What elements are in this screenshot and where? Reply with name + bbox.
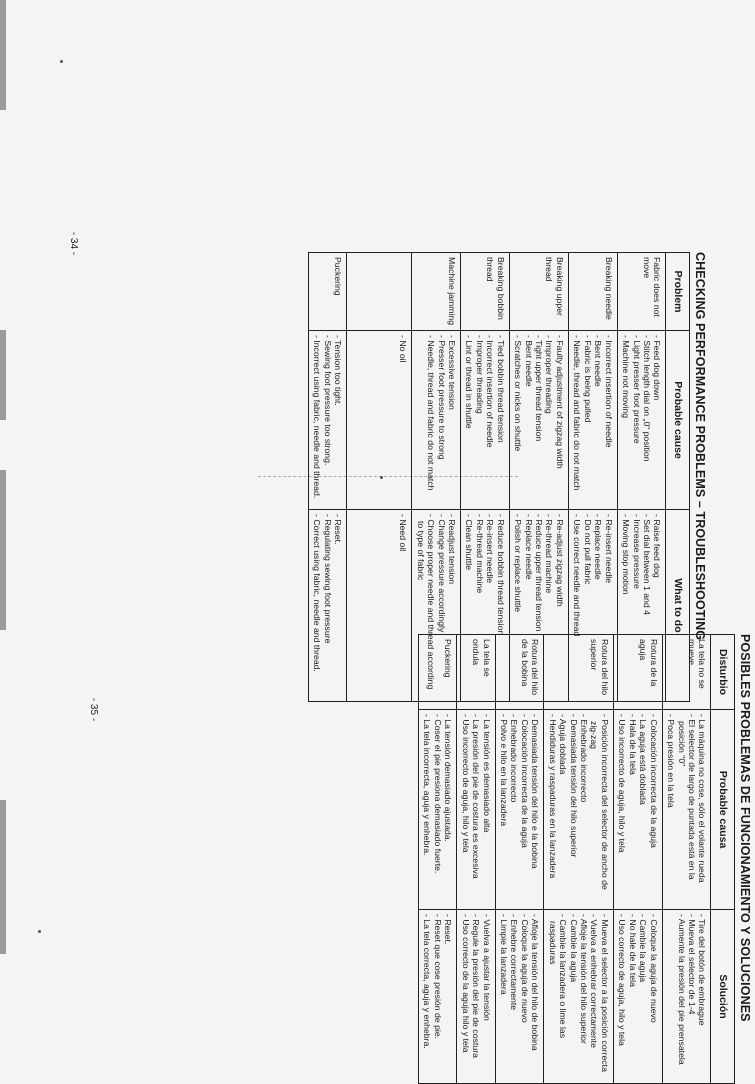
action-item: - Need oil bbox=[398, 514, 408, 697]
problem-cell: Puckering bbox=[308, 253, 346, 331]
cause-item: - Fabric is being pulled bbox=[582, 335, 592, 505]
bullet-list bbox=[676, 914, 707, 1079]
cause-item: - Tied bobbin thread tension bbox=[495, 335, 505, 505]
cause-item: - Presser foot pressure to strong bbox=[436, 335, 446, 505]
cause-cell bbox=[457, 710, 495, 910]
problem-cell: Rotura del hilo de la bobina bbox=[495, 635, 544, 710]
cause-cell bbox=[347, 331, 412, 510]
cause-item: - Bent needle bbox=[593, 335, 603, 505]
bullet-list bbox=[617, 714, 659, 905]
cause-item: - Aguja doblada bbox=[558, 714, 568, 905]
cause-item: - Sewing foot pressure too strong. bbox=[322, 335, 332, 505]
cause-item: - Hendiduras y raspaduras en la lanzadera bbox=[547, 714, 557, 905]
cause-item: - Incorrect insertion of needle bbox=[603, 335, 613, 505]
problem-cell: Puckering bbox=[418, 635, 456, 710]
action-item: - Replace needle bbox=[523, 514, 533, 697]
cause-cell bbox=[308, 331, 346, 510]
cause-item: - Poca presión en la tela bbox=[666, 714, 676, 905]
cause-item: - Improper threading bbox=[474, 335, 484, 505]
bullet-list bbox=[547, 914, 610, 1079]
action-item: - Vuelva a enhebrar correctamente bbox=[589, 914, 599, 1079]
cause-item: - La tensión es demasiado alta bbox=[481, 714, 491, 905]
spanish-troubleshooting-table bbox=[418, 634, 735, 1084]
action-item: - Re-insert needle bbox=[603, 514, 613, 697]
action-item: - Clean shuttle bbox=[464, 514, 474, 697]
bullet-list bbox=[422, 914, 453, 1079]
action-item: - Polish or replace shuttle bbox=[513, 514, 523, 697]
action-item: - Uso correcto de la aguja hilo y tela bbox=[460, 914, 470, 1079]
cause-item: - Stitch length dial on „0“ position bbox=[642, 335, 652, 505]
cause-item: - Coser el pie presiona demasiado fuerte. bbox=[432, 714, 442, 905]
action-item: - Correct using fabric, needle and thread. bbox=[312, 514, 322, 697]
table-row bbox=[662, 635, 711, 1084]
page-number-34: - 34 - bbox=[68, 231, 80, 256]
col-header-todo: Solución bbox=[711, 910, 735, 1084]
action-item: - Use correct needle and thread bbox=[572, 514, 582, 697]
cause-item: - La tensión demasiado ajustada. bbox=[443, 714, 453, 905]
problem-cell: Breaking needle bbox=[568, 253, 617, 331]
problem-cell: Breaking bobbin thread bbox=[460, 253, 509, 331]
table-row bbox=[457, 635, 495, 1084]
cause-cell bbox=[662, 710, 711, 910]
bullet-list bbox=[547, 714, 610, 905]
action-item: - Aumente la presión del pie prensatela bbox=[676, 914, 686, 1079]
action-item: - Reset. bbox=[443, 914, 453, 1079]
action-item: - Re-insert needle bbox=[485, 514, 495, 697]
bullet-list bbox=[621, 335, 663, 505]
action-item: - Mueva el selector de 1-4 bbox=[687, 914, 697, 1079]
action-item: - Moving stop motion bbox=[621, 514, 631, 697]
cause-item: - Tight upper thread tension bbox=[534, 335, 544, 505]
cause-item: - La tela incorrecta, aguja y enhebra. bbox=[422, 714, 432, 905]
action-cell bbox=[613, 910, 662, 1084]
cause-cell bbox=[495, 710, 544, 910]
english-page-title: CHECKING PERFORMANCE PROBLEMS – TROUBLESHOOTING bbox=[693, 252, 707, 641]
cause-item: - Hala de la tela bbox=[627, 714, 637, 905]
cause-item: - Demasiada tensión del hilo e la bobina bbox=[530, 714, 540, 905]
action-item: - Afloje la tensión del hilo superior bbox=[579, 914, 589, 1079]
cause-item: - Feed dog down bbox=[652, 335, 662, 505]
action-cell bbox=[544, 910, 614, 1084]
cause-item: - Incorrect insertion of needle bbox=[485, 335, 495, 505]
cause-item: - Scratches or nicks on shuttle bbox=[513, 335, 523, 505]
table-row bbox=[495, 635, 544, 1084]
cause-item: - Polvo e hilo en la lanzadera bbox=[499, 714, 509, 905]
action-cell bbox=[495, 910, 544, 1084]
bullet-list bbox=[617, 914, 659, 1079]
action-item: - Coloque la aguja de nuevo bbox=[648, 914, 658, 1079]
cause-item: - No oil bbox=[398, 335, 408, 505]
cause-item: - Incorrect using fabric, needle and thread. bbox=[312, 335, 322, 505]
action-item: - Vuelva a ajustar la tensión bbox=[481, 914, 491, 1079]
action-item: - Re-thread machine bbox=[544, 514, 554, 697]
bullet-list bbox=[464, 335, 506, 505]
col-header-cause: Probable cause bbox=[666, 331, 690, 510]
action-item: - Increase pressure bbox=[631, 514, 641, 697]
cause-item: - La aguja está doblada bbox=[638, 714, 648, 905]
cause-item: - Posición incorrecta del selector de ancho de zig-zag bbox=[589, 714, 610, 905]
problem-cell bbox=[347, 253, 412, 331]
cause-cell bbox=[617, 331, 666, 510]
problem-cell: Fabric does not move bbox=[617, 253, 666, 331]
action-item: - No hale de la tela bbox=[627, 914, 637, 1079]
scan-speck bbox=[38, 930, 41, 933]
action-item: - Re-adjust zigzag width bbox=[554, 514, 564, 697]
action-item: - Replace needle bbox=[593, 514, 603, 697]
cause-item: - Light presser foot pressure bbox=[631, 335, 641, 505]
cause-item: - El selector de largo de puntada está en la posición "0" bbox=[676, 714, 697, 905]
cause-item: - Colocación incorrecta de la aguja bbox=[519, 714, 529, 905]
cause-cell bbox=[460, 331, 509, 510]
action-cell bbox=[662, 910, 711, 1084]
problem-cell: La tela se ondula bbox=[457, 635, 495, 710]
cause-item: - La presión del pie de costura es excesiva bbox=[471, 714, 481, 905]
bullet-list bbox=[499, 914, 541, 1079]
page-number-35: - 35 - bbox=[88, 697, 100, 722]
bullet-list bbox=[426, 335, 457, 505]
bullet-list bbox=[513, 335, 565, 505]
cause-item: - Faulty adjustment of zigzag width bbox=[554, 335, 564, 505]
cause-item: - Uso incorrecto de aguja, hilo y tela bbox=[460, 714, 470, 905]
action-item: - Afloje la tensión del hilo de bobina bbox=[530, 914, 540, 1079]
cause-cell bbox=[613, 710, 662, 910]
bullet-list bbox=[422, 714, 453, 905]
problem-cell: Rotura del hilo superior bbox=[544, 635, 614, 710]
action-item: - Cambie la aguja bbox=[638, 914, 648, 1079]
bullet-list bbox=[460, 714, 491, 905]
action-item: - Readjust tension bbox=[447, 514, 457, 697]
cause-item: - Colocación incorrecta de la aguja bbox=[648, 714, 658, 905]
col-header-problem: Problem bbox=[666, 253, 690, 331]
action-item: - Coloque la aguja de nuevo bbox=[519, 914, 529, 1079]
table-row bbox=[418, 635, 456, 1084]
action-item: - Tire del botón de embrague bbox=[697, 914, 707, 1079]
action-item: - Cambie la aguja bbox=[568, 914, 578, 1079]
spanish-page bbox=[45, 634, 755, 1084]
action-cell bbox=[418, 910, 456, 1084]
col-header-todo: What to do bbox=[666, 510, 690, 702]
cause-item: - Improper threading bbox=[544, 335, 554, 505]
scan-speck bbox=[60, 60, 63, 63]
action-item: - Enhebre correctamente bbox=[509, 914, 519, 1079]
col-header-problem: Disturbio bbox=[711, 635, 735, 710]
cause-item: - Needle, thread and fabric do not match bbox=[426, 335, 436, 505]
spanish-table-body bbox=[418, 635, 711, 1084]
problem-cell: Breaking upper thread bbox=[509, 253, 568, 331]
cause-item: - Needle, thread and fabric do not match bbox=[572, 335, 582, 505]
spanish-page-title: POSIBLES PROBLEMAS DE FUNCIONAMIENTO Y SOLUCIONES bbox=[738, 634, 752, 1022]
cause-cell bbox=[544, 710, 614, 910]
cause-item: - Demasiada tensión del hilo superior bbox=[568, 714, 578, 905]
action-item: - Reset que cose presión de pie. bbox=[432, 914, 442, 1079]
bullet-list bbox=[460, 914, 491, 1079]
table-row bbox=[613, 635, 662, 1084]
bullet-list bbox=[499, 714, 541, 905]
col-header-cause: Probable causa bbox=[711, 710, 735, 910]
action-item: - Cambie la lanzadera o lime las raspaduras bbox=[547, 914, 568, 1079]
action-item: - Mueva el selector a la posición correcta bbox=[599, 914, 609, 1079]
action-item: - Re-thread machine bbox=[474, 514, 484, 697]
action-item: - Reset. bbox=[333, 514, 343, 697]
table-row bbox=[544, 635, 614, 1084]
action-item: - Uso correcto de aguja, hilo y tela bbox=[617, 914, 627, 1079]
bullet-list bbox=[666, 714, 708, 905]
action-item: - Regulating sewing foot pressure bbox=[322, 514, 332, 697]
action-item: - Set dial between 1 and 4 bbox=[642, 514, 652, 697]
action-item: - Limpie la lanzadera bbox=[499, 914, 509, 1079]
cause-item: - Bent needle bbox=[523, 335, 533, 505]
cause-item: - Enhebrado incorrecto bbox=[509, 714, 519, 905]
cause-cell bbox=[412, 331, 461, 510]
bullet-list bbox=[312, 335, 343, 505]
action-item: - Do not pull fabric bbox=[582, 514, 592, 697]
cause-item: - Excessive tension bbox=[447, 335, 457, 505]
action-item: - Raise feed dog bbox=[652, 514, 662, 697]
action-item: - Choose proper needle and thread according to type of fabric bbox=[415, 514, 436, 697]
action-item: - Regule la presión del pie de costura bbox=[471, 914, 481, 1079]
cause-item: - Enhebrado incorrecto bbox=[579, 714, 589, 905]
cause-item: - Uso incorrecto de aguja, hilo y tela bbox=[617, 714, 627, 905]
cause-item: - Machine not moving bbox=[621, 335, 631, 505]
cause-item: - Tension too tight. bbox=[333, 335, 343, 505]
problem-cell: Rotura de la aguja bbox=[613, 635, 662, 710]
cause-cell bbox=[509, 331, 568, 510]
action-item: - Reduce upper thread tension bbox=[534, 514, 544, 697]
cause-cell bbox=[568, 331, 617, 510]
action-item: - Change pressure accordingly bbox=[436, 514, 446, 697]
cause-item: - Lint or thread in shuttle bbox=[464, 335, 474, 505]
action-item: - La tela correcta, aguja y enhebra. bbox=[422, 914, 432, 1079]
problem-cell: Machine jamming bbox=[412, 253, 461, 331]
cause-item: - La máquina no cose, sólo el volante rueda bbox=[697, 714, 707, 905]
cause-cell bbox=[418, 710, 456, 910]
binding-edge-mark bbox=[0, 800, 6, 954]
binding-edge-mark bbox=[0, 0, 6, 110]
bullet-list bbox=[398, 335, 408, 505]
action-item: - Reduce bobbin thread tension bbox=[495, 514, 505, 697]
action-cell bbox=[457, 910, 495, 1084]
bullet-list bbox=[572, 335, 614, 505]
problem-cell: La tela no se mueve bbox=[662, 635, 711, 710]
